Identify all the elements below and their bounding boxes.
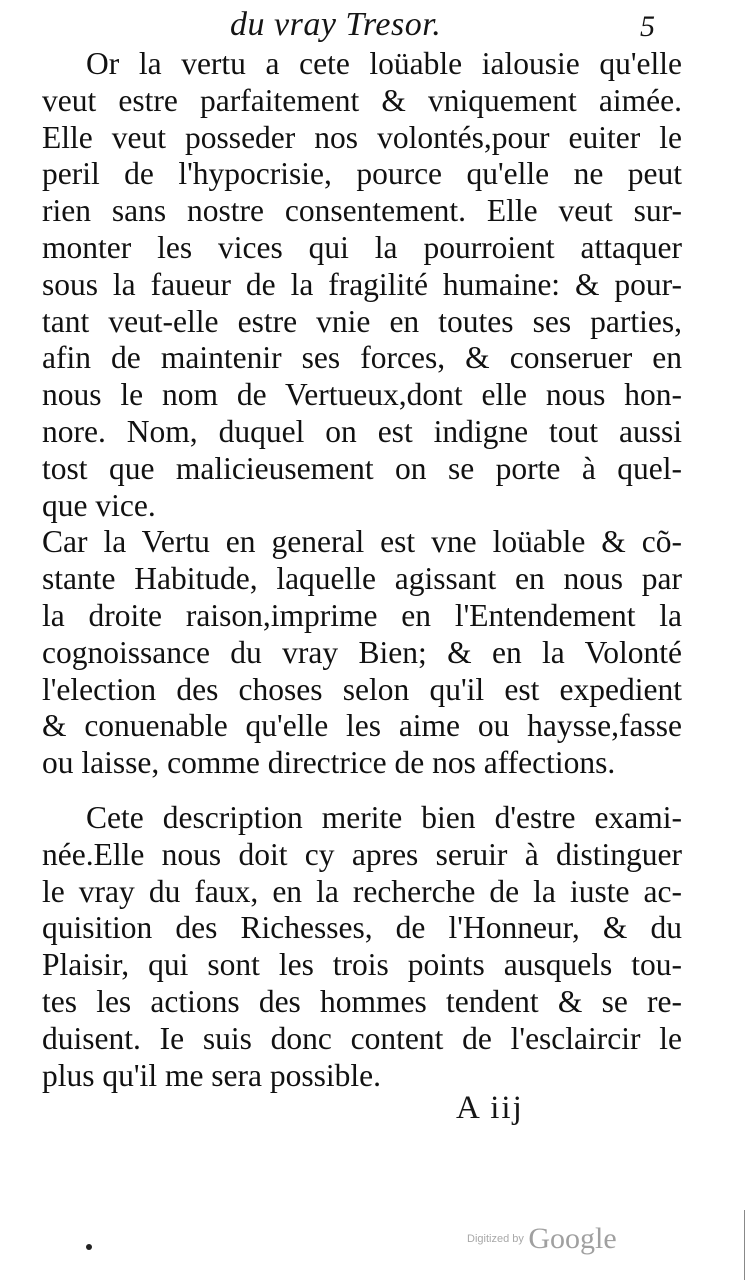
text-line: & conuenable qu'elle les aime ou haysse,fasse [42, 708, 682, 744]
text-line: tes les actions des hommes tendent & se re- [42, 983, 682, 1019]
paragraph-1 [42, 46, 682, 524]
text-line: la droite raison,imprime en l'Entendement la [42, 597, 682, 633]
text-line: Elle veut posseder nos volontés,pour euiter le [42, 119, 682, 155]
digitized-watermark [467, 1222, 617, 1256]
text-line: ou laisse, comme directrice de nos affections. [42, 745, 616, 781]
text-line: née.Elle nous doit cy apres seruir à distinguer [42, 836, 682, 872]
text-line: tost que malicieusement on se porte à quel- [42, 450, 682, 486]
body-text [42, 46, 682, 1094]
text-line: peril de l'hypocrisie, pource qu'elle ne peut [42, 156, 682, 192]
text-line: rien sans nostre consentement. Elle veut sur- [42, 193, 682, 229]
text-line: sous la faueur de la fragilité humaine: & pour- [42, 266, 682, 302]
page-number: 5 [640, 10, 655, 43]
text-line: afin de maintenir ses forces, & conseruer en [42, 340, 682, 376]
text-line: Cete description merite bien d'estre exami- [86, 799, 682, 835]
text-line: stante Habitude, laquelle agissant en nous par [42, 561, 682, 597]
text-line: cognoissance du vray Bien; & en la Volonté [42, 634, 682, 670]
text-line: le vray du faux, en la recherche de la iuste ac- [42, 873, 682, 909]
text-line: quisition des Richesses, de l'Honneur, & du [42, 910, 682, 946]
text-line: que vice. [42, 487, 156, 523]
text-line: duisent. Ie suis donc content de l'esclaircir le [42, 1020, 682, 1056]
digitized-prefix: Digitized by [467, 1233, 524, 1245]
paragraph-3 [42, 800, 682, 1094]
text-line: Car la Vertu en general est vne loüable & cõ- [42, 524, 682, 560]
text-line: veut estre parfaitement & vniquement aimée. [42, 82, 682, 118]
page-edge-line [744, 1210, 745, 1280]
text-line: Or la vertu a cete loüable ialousie qu'elle [86, 46, 682, 81]
text-line: nore. Nom, duquel on est indigne tout aussi [42, 413, 682, 449]
text-line: monter les vices qui la pourroient attaquer [42, 229, 682, 265]
text-line: plus qu'il me sera possible. [42, 1057, 382, 1093]
signature-mark: A iij [456, 1090, 524, 1126]
ink-speck [86, 1244, 92, 1250]
paragraph-gap [42, 782, 682, 800]
paragraph-2 [42, 524, 682, 782]
google-logo: Google [528, 1222, 617, 1255]
text-line: Plaisir, qui sont les trois points ausquels tou- [42, 947, 682, 983]
text-line: l'election des choses selon qu'il est expedient [42, 671, 682, 707]
text-line: tant veut-elle estre vnie en toutes ses parties, [42, 303, 682, 339]
text-line: nous le nom de Vertueux,dont elle nous hon- [42, 377, 682, 413]
running-head: du vray Tresor. [230, 6, 442, 43]
